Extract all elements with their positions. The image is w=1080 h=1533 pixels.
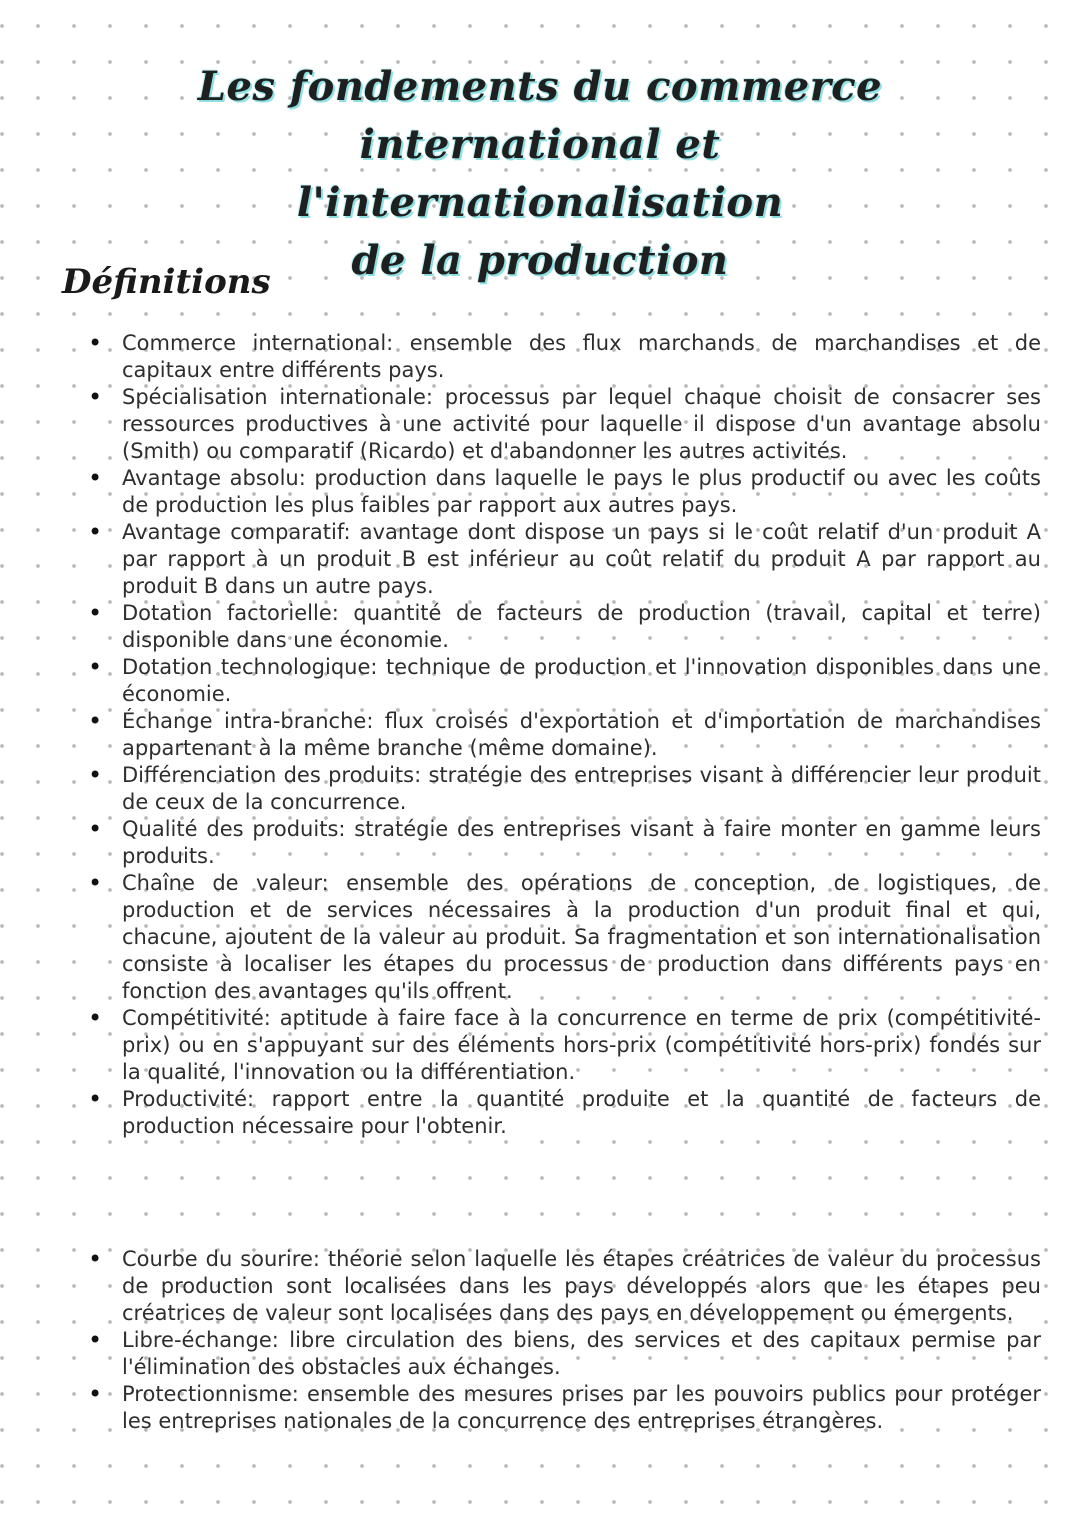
bullet-icon: • xyxy=(88,1004,103,1032)
title-line-2: international et l'internationalisation xyxy=(296,121,784,226)
list-item xyxy=(86,1005,1041,1086)
title-line-3: de la production xyxy=(351,237,729,284)
list-item xyxy=(86,1327,1041,1381)
list-item xyxy=(86,1246,1041,1327)
section-heading-definitions: Définitions xyxy=(62,262,271,302)
bullet-icon: • xyxy=(88,869,103,897)
bullet-icon: • xyxy=(88,1245,103,1273)
list-item xyxy=(86,762,1041,816)
bullet-icon: • xyxy=(88,1380,103,1408)
bullet-icon: • xyxy=(88,653,103,681)
page-title xyxy=(120,58,960,290)
bullet-icon: • xyxy=(88,464,103,492)
definition-text: Commerce international: ensemble des flux marchands de marchandises et de capitaux entre différents pays. xyxy=(122,331,1041,382)
list-item xyxy=(86,654,1041,708)
definition-text: Compétitivité: aptitude à faire face à la concurrence en terme de prix (compétitivité-prix) ou en s'appuyant sur des éléments hors-prix (compétitivité hors-prix) fondés sur la qualité, l'innovation ou la différentiation. xyxy=(122,1006,1041,1084)
list-item xyxy=(86,330,1041,384)
definition-text: Dotation factorielle: quantité de facteurs de production (travail, capital et terre) disponible dans une économie. xyxy=(122,601,1041,652)
definition-text: Qualité des produits: stratégie des entreprises visant à faire monter en gamme leurs produits. xyxy=(122,817,1041,868)
definition-text: Courbe du sourire: théorie selon laquelle les étapes créatrices de valeur du processus de production sont localisées dans les pays développés alors que les étapes peu créatrices de valeur sont localisées dans des pays en développement ou émergents. xyxy=(122,1247,1041,1325)
definitions-list-continued xyxy=(86,1246,1041,1435)
bullet-icon: • xyxy=(88,329,103,357)
bullet-icon: • xyxy=(88,815,103,843)
definition-text: Échange intra-branche: flux croisés d'exportation et d'importation de marchandises appartenant à la même branche (même domaine). xyxy=(122,709,1041,760)
definition-text: Avantage absolu: production dans laquelle le pays le plus productif ou avec les coûts de production les plus faibles par rapport aux autres pays. xyxy=(122,466,1041,517)
definition-text: Spécialisation internationale: processus par lequel chaque choisit de consacrer ses ressources productives à une activité pour laquelle il dispose d'un avantage absolu (Smith) ou comparatif (Ricardo) et d'abandonner les autres activités. xyxy=(122,385,1041,463)
definition-text: Avantage comparatif: avantage dont dispose un pays si le coût relatif d'un produit A par rapport à un produit B est inférieur au coût relatif du produit A par rapport au produit B dans un autre pays. xyxy=(122,520,1041,598)
list-item xyxy=(86,519,1041,600)
list-item xyxy=(86,465,1041,519)
bullet-icon: • xyxy=(88,1326,103,1354)
list-item xyxy=(86,708,1041,762)
bullet-icon: • xyxy=(88,1085,103,1113)
bullet-icon: • xyxy=(88,761,103,789)
bullet-icon: • xyxy=(88,518,103,546)
list-item xyxy=(86,870,1041,1005)
definition-text: Dotation technologique: technique de production et l'innovation disponibles dans une économie. xyxy=(122,655,1041,706)
list-item xyxy=(86,1381,1041,1435)
list-item xyxy=(86,600,1041,654)
definition-text: Protectionnisme: ensemble des mesures prises par les pouvoirs publics pour protéger les entreprises nationales de la concurrence des entreprises étrangères. xyxy=(122,1382,1041,1433)
bullet-icon: • xyxy=(88,707,103,735)
bullet-icon: • xyxy=(88,599,103,627)
list-item xyxy=(86,384,1041,465)
definition-text: Libre-échange: libre circulation des biens, des services et des capitaux permise par l'élimination des obstacles aux échanges. xyxy=(122,1328,1041,1379)
definition-text: Chaîne de valeur: ensemble des opérations de conception, de logistiques, de production et de services nécessaires à la production d'un produit final et qui, chacune, ajoutent de la valeur au produit. Sa fragmentation et son internationalisation consiste à localiser les étapes du processus de production dans différents pays en fonction des avantages qu'ils offrent. xyxy=(122,871,1041,1003)
bullet-icon: • xyxy=(88,383,103,411)
definition-text: Productivité: rapport entre la quantité produite et la quantité de facteurs de production nécessaire pour l'obtenir. xyxy=(122,1087,1041,1138)
list-item xyxy=(86,1086,1041,1140)
title-line-1: Les fondements du commerce xyxy=(197,63,883,110)
definitions-list xyxy=(86,330,1041,1140)
list-item xyxy=(86,816,1041,870)
definition-text: Différenciation des produits: stratégie des entreprises visant à différencier leur produit de ceux de la concurrence. xyxy=(122,763,1041,814)
